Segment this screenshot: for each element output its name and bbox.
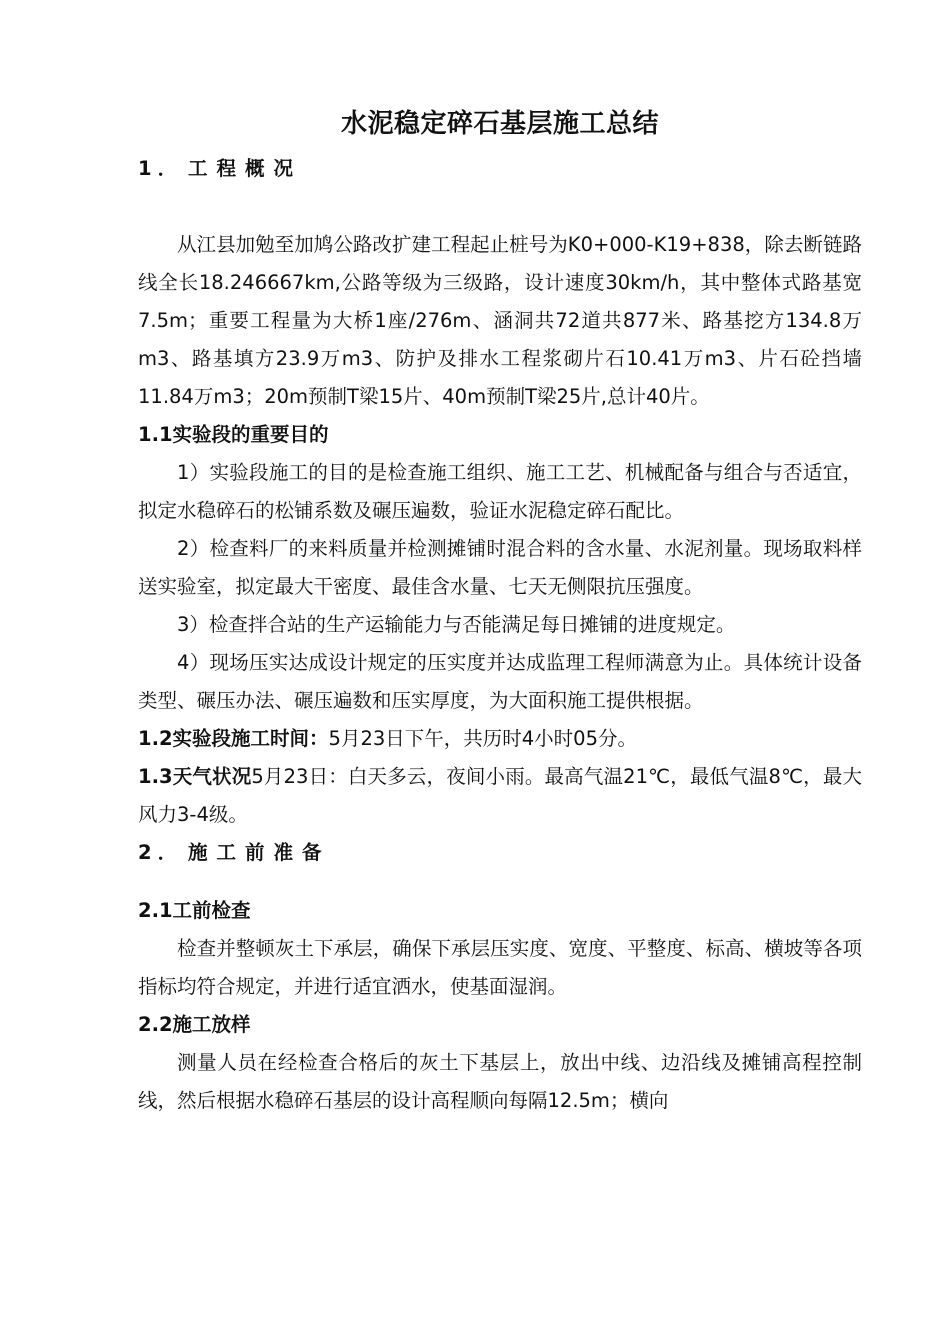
section-1-number: 1．: [138, 157, 184, 180]
section-2-2-heading: 2.2施工放样: [138, 1013, 251, 1036]
goal-2-paragraph: 2）检查料厂的来料质量并检测摊铺时混合料的含水量、水泥剂量。现场取料样送实验室，拟定最大干密度、最佳含水量、七天无侧限抗压强度。: [138, 537, 862, 598]
section-1-2-label: 1.2实验段施工时间：: [138, 727, 329, 750]
blank-line: [138, 188, 862, 226]
section-2-title: 施工前准备: [188, 841, 331, 864]
section-1-heading: [138, 150, 862, 188]
section-1-1-heading: 1.1实验段的重要目的: [138, 423, 329, 446]
blank-line: [138, 872, 862, 892]
section-2-number: 2．: [138, 841, 184, 864]
section-1-2-paragraph: [138, 720, 862, 758]
document-title: 水泥稳定碎石基层施工总结: [340, 109, 659, 139]
section-2-heading: [138, 834, 862, 872]
section-1-title: 工程概况: [188, 157, 303, 180]
section-2-1-heading: 2.1工前检查: [138, 899, 251, 922]
goal-1-paragraph: 1）实验段施工的目的是检查施工组织、施工工艺、机械配备与组合与否适宜，拟定水稳碎石的松铺系数及碾压遍数，验证水泥稳定碎石配比。: [138, 461, 862, 522]
layout-paragraph: 测量人员在经检查合格后的灰土下基层上，放出中线、边沿线及摊铺高程控制线，然后根据水稳碎石基层的设计高程顺向每隔12.5m；横向: [138, 1051, 862, 1112]
overview-paragraph: 从江县加勉至加鸠公路改扩建工程起止桩号为K0+000-K19+838，除去断链路线全长18.246667km,公路等级为三级路，设计速度30km/h，其中整体式路基宽7.5m；重要工程量为大桥1座/276m、涵洞共72道共877米、路基挖方134.8万m3、路基填方23.9万m3、防护及排水工程浆砌片石10.41万m3、片石砼挡墙11.84万m3；20m预制T梁15片、40m预制T梁25片,总计40片。: [138, 233, 862, 408]
section-1-2-text: 5月23日下午，共历时4小时05分。: [328, 727, 637, 750]
section-1-3-text: 5月23日：白天多云，夜间小雨。最高气温21℃，最低气温8℃，最大风力3-4级。: [138, 765, 862, 826]
document-page: [138, 98, 862, 1120]
goal-3-paragraph: 3）检查拌合站的生产运输能力与否能满足每日摊铺的进度规定。: [177, 613, 736, 636]
section-1-3-label: 1.3天气状况: [138, 765, 252, 788]
check-paragraph: 检查并整顿灰土下承层，确保下承层压实度、宽度、平整度、标高、横坡等各项指标均符合规定，并进行适宜洒水，使基面湿润。: [138, 937, 862, 998]
goal-4-paragraph: 4）现场压实达成设计规定的压实度并达成监理工程师满意为止。具体统计设备类型、碾压办法、碾压遍数和压实厚度，为大面积施工提供根据。: [138, 651, 862, 712]
section-1-3-paragraph: [138, 758, 862, 834]
